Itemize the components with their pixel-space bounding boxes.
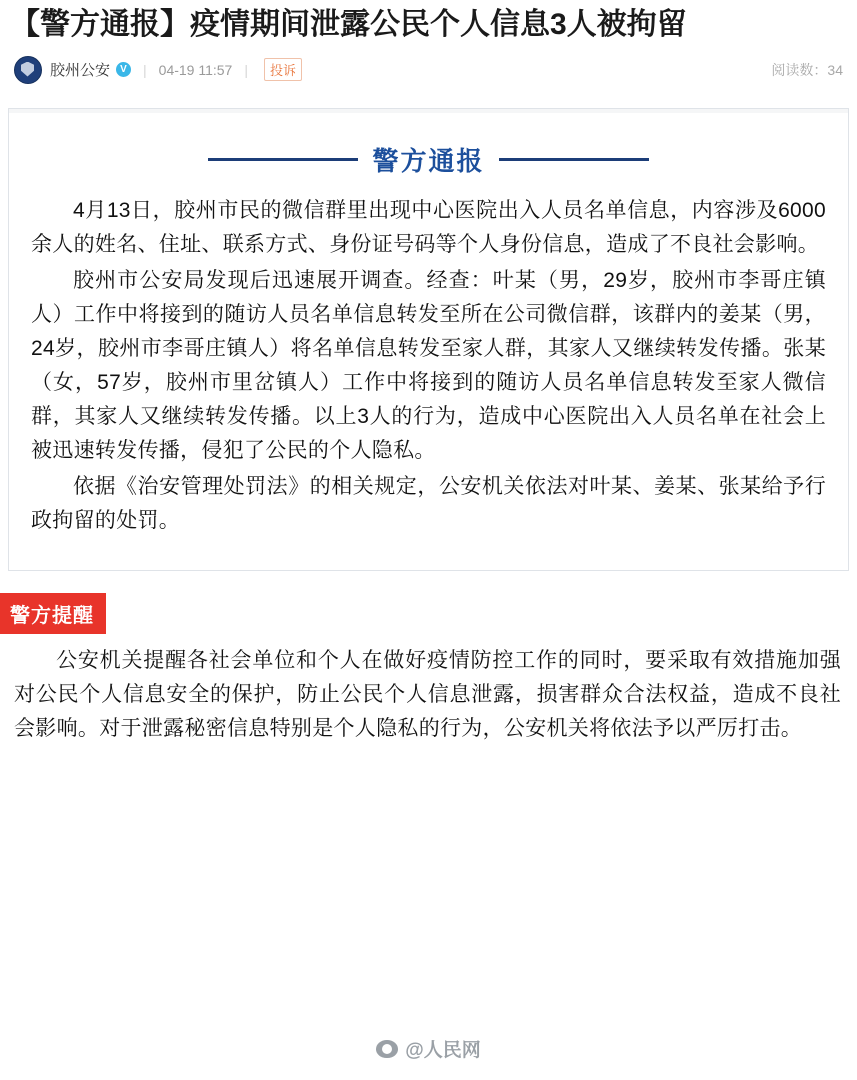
publish-timestamp: 04-19 11:57	[158, 61, 233, 78]
watermark-text: @人民网	[405, 1040, 481, 1061]
bottom-spacer	[0, 746, 857, 836]
notice-heading	[31, 141, 826, 178]
account-name[interactable]: 胶州公安	[50, 62, 111, 79]
notice-paragraph: 4月13日，胶州市民的微信群里出现中心医院出入人员名单信息，内容涉及6000余人的姓名、住址、联系方式、身份证号码等个人身份信息，造成了不良社会影响。	[31, 198, 826, 256]
notice-heading-text: 警方通报	[372, 145, 485, 176]
meta-separator: |	[143, 61, 147, 78]
verified-badge-icon: V	[116, 62, 131, 77]
watermark	[0, 1035, 857, 1062]
meta-separator-2: |	[244, 61, 248, 78]
reminder-body	[0, 634, 857, 746]
weibo-icon	[376, 1040, 398, 1058]
notice-paragraph: 胶州市公安局发现后迅速展开调查。经查：叶某（男，29岁，胶州市李哥庄镇人）工作中将接到的随访人员名单信息转发至所在公司微信群，该群内的姜某（男，24岁，胶州市李哥庄镇人）将名单信息转发至家人群，其家人又继续转发传播。张某（女，57岁，胶州市里岔镇人）工作中将接到的随访人员名单信息转发至家人微信群，其家人又继续转发传播。以上3人的行为，造成中心医院出入人员名单在社会上被迅速转发传播，侵犯了公民的个人隐私。	[31, 268, 826, 462]
avatar[interactable]	[14, 56, 42, 84]
reminder-label-badge: 警方提醒	[0, 593, 106, 634]
reminder-paragraph: 公安机关提醒各社会单位和个人在做好疫情防控工作的同时，要采取有效措施加强对公民个人信息安全的保护，防止公民个人信息泄露，损害群众合法权益，造成不良社会影响。对于泄露秘密信息特别是个人隐私的行为，公安机关将依法予以严厉打击。	[14, 648, 841, 740]
notice-paragraph: 依据《治安管理处罚法》的相关规定，公安机关依法对叶某、姜某、张某给予行政拘留的处罚。	[31, 474, 826, 532]
read-count: 阅读数：34	[771, 61, 843, 78]
article-meta-bar	[0, 44, 857, 94]
heading-rule-left	[208, 158, 358, 161]
police-notice-card	[8, 108, 849, 571]
page-title: 【警方通报】疫情期间泄露公民个人信息3人被拘留	[10, 8, 687, 41]
police-reminder-section	[0, 593, 857, 746]
notice-body	[31, 194, 826, 538]
heading-rule-right	[499, 158, 649, 161]
complaint-tag-button[interactable]: 投诉	[264, 58, 302, 81]
